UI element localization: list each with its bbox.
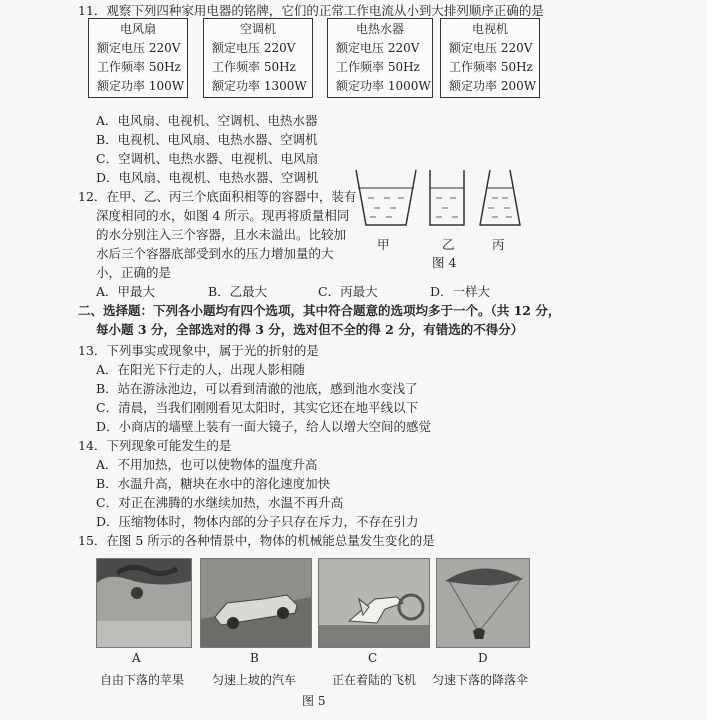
figure-4-label-jia: 甲 — [377, 237, 390, 252]
plate-title: 电热水器 — [355, 22, 404, 36]
nameplate-tv — [440, 18, 540, 98]
plate-line: 额定电压 220V — [449, 41, 533, 55]
nameplate-fan — [88, 18, 188, 98]
q12-stem-line: 小，正确的是 — [96, 265, 172, 280]
q11-option-d[interactable]: D．电风扇、电视机、电热水器、空调机 — [96, 170, 319, 185]
figure-4-caption: 图 4 — [432, 255, 457, 270]
plate-line: 额定功率 100W — [97, 79, 185, 93]
figure-5-letter-c: C — [368, 651, 378, 665]
section-2-header-line2: 每小题 3 分，全部选对的得 3 分，选对但不全的得 2 分，有错选的不得分） — [96, 322, 524, 337]
plate-line: 额定电压 220V — [212, 41, 296, 55]
plate-line: 工作频率 50Hz — [212, 60, 296, 74]
figure-5-caption-a: 自由下落的苹果 — [100, 673, 185, 687]
q14-option-d[interactable]: D．压缩物体时，物体内部的分子只存在斥力，不存在引力 — [96, 514, 419, 529]
section-2-header-line1: 二、选择题：下列各小题均有四个选项，其中符合题意的选项均多于一个。（共 12 分， — [78, 303, 561, 318]
figure-5-letter-d: D — [478, 651, 488, 665]
q12-option-c[interactable]: C．丙最大 — [318, 284, 378, 299]
plate-line: 工作频率 50Hz — [336, 60, 420, 74]
figure-4-containers — [352, 160, 532, 242]
container-bing — [480, 170, 520, 225]
figure-4-label-yi: 乙 — [442, 237, 455, 252]
q11-option-a[interactable]: A．电风扇、电视机、空调机、电热水器 — [96, 113, 318, 128]
figure-5-caption-c: 正在着陆的飞机 — [332, 673, 417, 687]
photo-parachute — [436, 558, 530, 648]
q12-stem-line: 的水分别注入三个容器，且水未溢出。比较加 — [96, 227, 347, 242]
plate-line: 额定功率 200W — [449, 79, 537, 93]
q14-option-b[interactable]: B．水温升高，糖块在水中的溶化速度加快 — [96, 476, 331, 491]
photo-car-uphill — [200, 558, 312, 648]
q11-stem: 11．观察下列四种家用电器的铭牌，它们的正常工作电流从小到大排列顺序正确的是 — [78, 3, 544, 18]
plate-title: 电风扇 — [119, 22, 156, 36]
figure-5-letter-a: A — [132, 651, 141, 665]
q13-option-a[interactable]: A．在阳光下行走的人，出现人影相随 — [96, 362, 306, 377]
figure-5-caption-b: 匀速上坡的汽车 — [212, 673, 297, 687]
photo-landing-plane — [318, 558, 430, 648]
q14-option-c[interactable]: C．对正在沸腾的水继续加热，水温不再升高 — [96, 495, 344, 510]
container-yi — [430, 170, 464, 225]
q13-option-c[interactable]: C．清晨，当我们刚刚看见太阳时，其实它还在地平线以下 — [96, 400, 419, 415]
plate-line: 额定电压 220V — [97, 41, 181, 55]
q13-option-b[interactable]: B．站在游泳池边，可以看到清澈的池底，感到池水变浅了 — [96, 381, 418, 396]
figure-5-caption-d: 匀速下落的降落伞 — [432, 673, 529, 687]
q13-option-d[interactable]: D．小商店的墙壁上装有一面大镜子，给人以增大空间的感觉 — [96, 419, 432, 434]
q12-option-b[interactable]: B．乙最大 — [208, 284, 268, 299]
q12-option-a[interactable]: A．甲最大 — [96, 284, 156, 299]
figure-5-letter-b: B — [250, 651, 259, 665]
plate-title: 电视机 — [471, 22, 508, 36]
q11-option-b[interactable]: B．电视机、电风扇、电热水器、空调机 — [96, 132, 318, 147]
plate-line: 工作频率 50Hz — [97, 60, 181, 74]
plate-line: 额定功率 1300W — [212, 79, 307, 93]
q12-option-d[interactable]: D．一样大 — [430, 284, 491, 299]
figure-5-caption: 图 5 — [302, 694, 326, 708]
q12-stem-line: 水后三个容器底部受到水的压力增加量的大 — [96, 246, 334, 261]
container-jia — [356, 170, 416, 225]
q15-stem: 15．在图 5 所示的各种情景中，物体的机械能总量发生变化的是 — [78, 533, 435, 548]
plate-line: 额定功率 1000W — [336, 79, 431, 93]
plate-line: 工作频率 50Hz — [449, 60, 533, 74]
figure-4-label-bing: 丙 — [492, 237, 505, 252]
q14-stem: 14．下列现象可能发生的是 — [78, 438, 232, 453]
nameplate-water-heater — [327, 18, 433, 98]
plate-line: 额定电压 220V — [336, 41, 420, 55]
q12-stem-line: 深度相同的水，如图 4 所示。现再将质量相同 — [96, 208, 350, 223]
q14-option-a[interactable]: A．不用加热，也可以使物体的温度升高 — [96, 457, 318, 472]
q12-stem-line: 12．在甲、乙、丙三个底面积相等的容器中，装有 — [78, 189, 357, 204]
photo-falling-apple — [96, 558, 192, 648]
q13-stem: 13．下列事实或现象中，属于光的折射的是 — [78, 343, 319, 358]
nameplate-aircon — [203, 18, 313, 98]
q11-option-c[interactable]: C．空调机、电热水器、电视机、电风扇 — [96, 151, 319, 166]
plate-title: 空调机 — [239, 22, 276, 36]
